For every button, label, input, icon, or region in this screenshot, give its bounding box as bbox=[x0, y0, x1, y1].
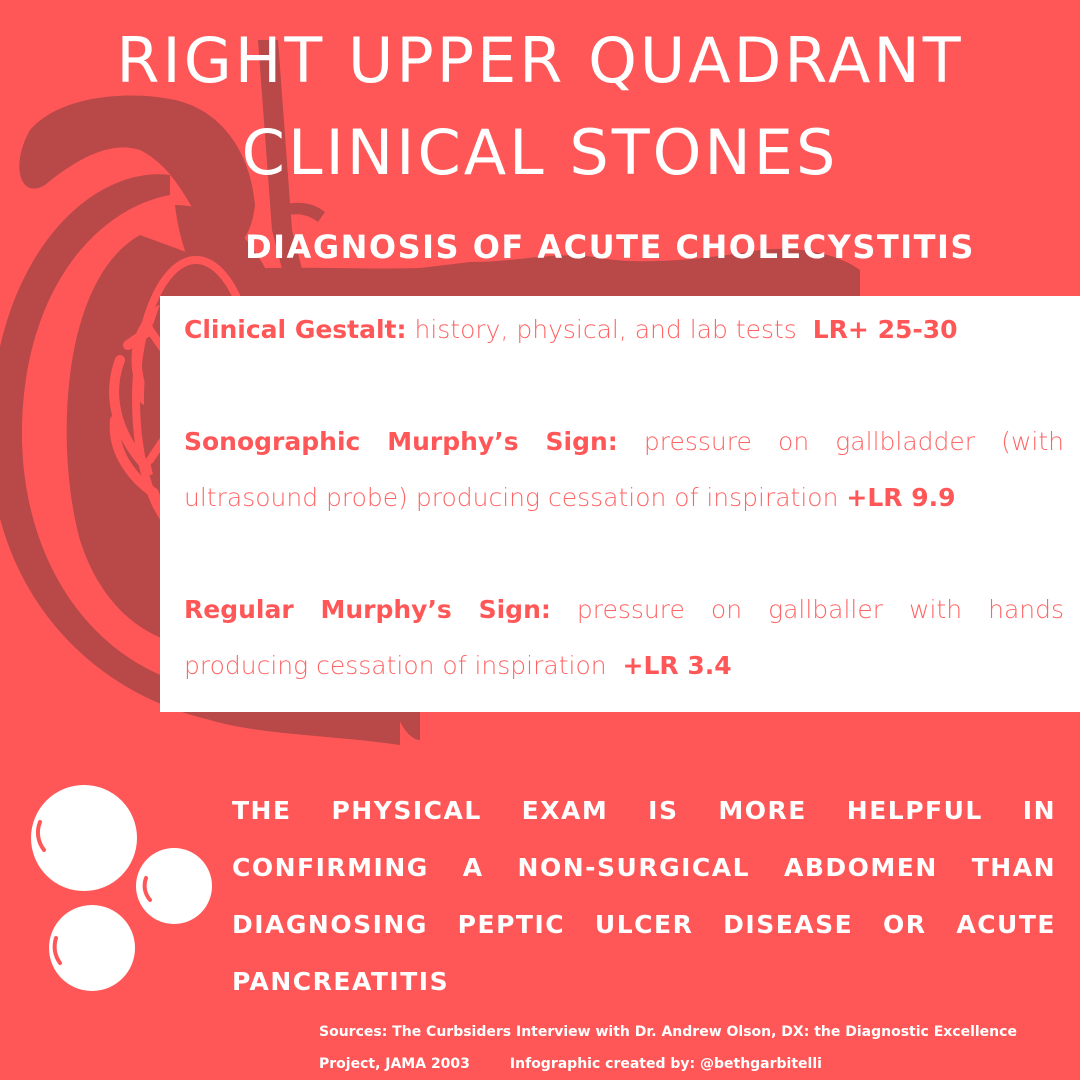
finding-description: history, physical, and lab tests bbox=[414, 315, 797, 344]
title-line-2: CLINICAL STONES bbox=[241, 116, 839, 189]
sources-text: Sources: The Curbsiders Interview with Dr. Andrew Olson, DX: the Diagnostic Excellence Project, JAMA 2003 bbox=[319, 1024, 1017, 1072]
finding-likelihood-ratio: LR+ 25-30 bbox=[812, 315, 958, 344]
finding-description: pressure on gallbladder (with ultrasound probe) producing cessation of inspiration bbox=[184, 427, 1064, 512]
findings-card bbox=[160, 296, 1080, 712]
finding-sonographic-murphys-sign bbox=[184, 414, 1064, 526]
title-line-1: RIGHT UPPER QUADRANT bbox=[116, 24, 964, 97]
finding-label: Clinical Gestalt: bbox=[184, 315, 407, 344]
finding-likelihood-ratio: +LR 3.4 bbox=[622, 651, 732, 680]
finding-description: pressure on gallballer with hands producing cessation of inspiration bbox=[184, 595, 1065, 680]
finding-regular-murphys-sign bbox=[184, 582, 1064, 694]
finding-label: Regular Murphy’s Sign: bbox=[184, 595, 551, 624]
stones-icon bbox=[0, 760, 230, 1000]
clinical-pearl: THE PHYSICAL EXAM IS MORE HELPFUL IN CONFIRMING A NON-SURGICAL ABDOMEN THAN DIAGNOSING PEPTIC ULCER DISEASE OR ACUTE PANCREATITIS bbox=[232, 796, 1056, 996]
subtitle: DIAGNOSIS OF ACUTE CHOLECYSTITIS bbox=[245, 228, 975, 266]
footer-sources bbox=[319, 1016, 1059, 1080]
finding-likelihood-ratio: +LR 9.9 bbox=[846, 483, 956, 512]
finding-label: Sonographic Murphy’s Sign: bbox=[184, 427, 618, 456]
credit-text: Infographic created by: @bethgarbitelli bbox=[509, 1056, 822, 1072]
finding-clinical-gestalt bbox=[184, 302, 1064, 358]
